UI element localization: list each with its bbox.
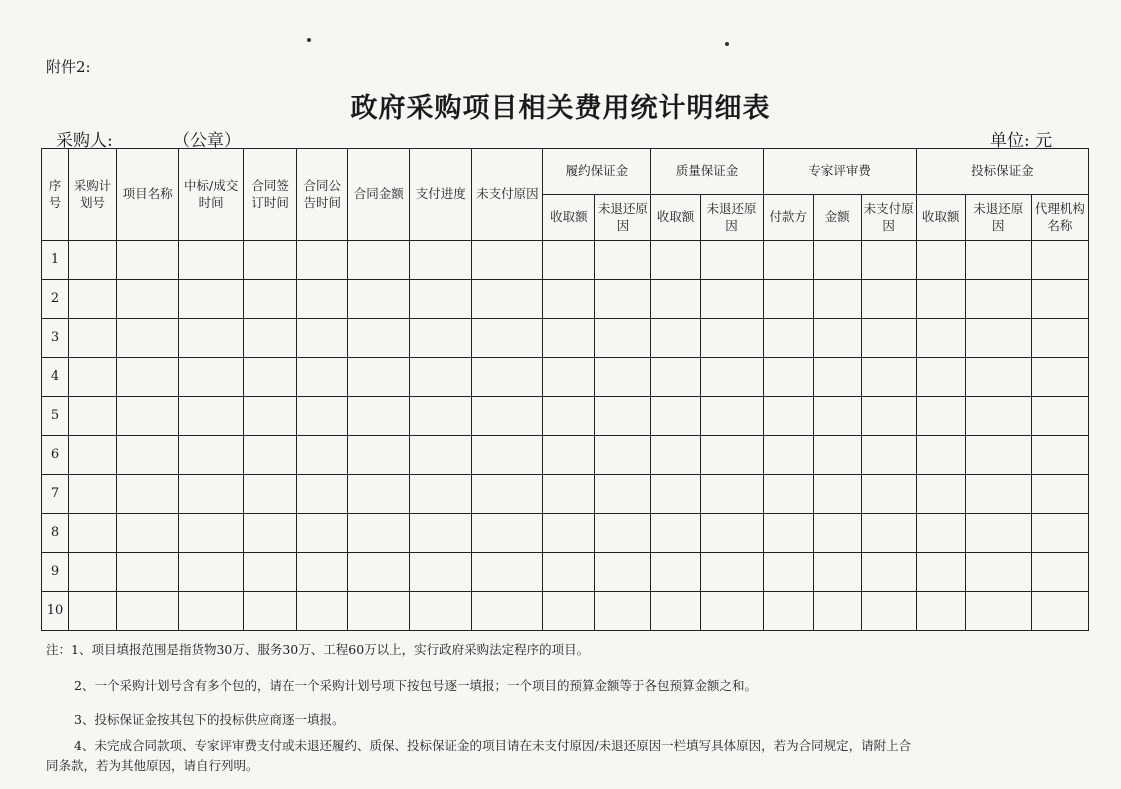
group-header-performance-deposit: 履约保证金 (543, 149, 651, 195)
table-cell (1031, 475, 1088, 514)
table-cell (813, 319, 861, 358)
table-cell (348, 280, 410, 319)
table-cell (763, 553, 813, 592)
table-cell (700, 553, 763, 592)
table-cell (348, 514, 410, 553)
table-cell (543, 280, 595, 319)
table-cell (1031, 553, 1088, 592)
table-cell (965, 280, 1031, 319)
table-cell (916, 319, 965, 358)
row-number: 8 (42, 514, 69, 553)
table-cell (410, 241, 472, 280)
table-cell (651, 358, 700, 397)
row-number: 2 (42, 280, 69, 319)
note-4 (46, 736, 1004, 776)
table-row (42, 475, 1089, 514)
note-4-line-2: 同条款，若为其他原因，请自行列明。 (46, 758, 259, 773)
table-cell (472, 280, 543, 319)
note-1: 注：1、项目填报范围是指货物30万、服务30万、工程60万以上，实行政府采购法定程序的项目。 (46, 642, 590, 657)
table-cell (700, 241, 763, 280)
table-cell (117, 319, 179, 358)
row-number: 4 (42, 358, 69, 397)
table-cell (916, 436, 965, 475)
table-cell (595, 475, 651, 514)
table-cell (700, 592, 763, 631)
table-cell (916, 514, 965, 553)
table-row (42, 241, 1089, 280)
note-2: 2、一个采购计划号含有多个包的，请在一个采购计划号项下按包号逐一填报；一个项目的预算金额等于各包预算金额之和。 (74, 678, 757, 693)
table-cell (543, 475, 595, 514)
table-cell (595, 592, 651, 631)
table-cell (965, 241, 1031, 280)
table-cell (410, 592, 472, 631)
table-cell (297, 241, 348, 280)
col-header-award-time: 中标/成交时间 (179, 149, 244, 241)
table-cell (297, 592, 348, 631)
row-number: 5 (42, 397, 69, 436)
group-header-expert-fee: 专家评审费 (763, 149, 916, 195)
table-cell (763, 241, 813, 280)
table-cell (69, 514, 117, 553)
header-row-group (42, 149, 1089, 195)
table-cell (297, 436, 348, 475)
table-cell (595, 553, 651, 592)
table-cell (179, 319, 244, 358)
table-cell (543, 241, 595, 280)
table-cell (543, 514, 595, 553)
table-cell (297, 514, 348, 553)
table-cell (297, 553, 348, 592)
table-cell (179, 241, 244, 280)
table-cell (69, 592, 117, 631)
purchaser-label: 采购人: (56, 131, 113, 151)
page-title: 政府采购项目相关费用统计明细表 (350, 93, 771, 124)
table-cell (916, 397, 965, 436)
row-number: 6 (42, 436, 69, 475)
table-cell (69, 475, 117, 514)
table-cell (813, 280, 861, 319)
table-cell (1031, 280, 1088, 319)
attachment-label: 附件2: (46, 58, 91, 76)
table-cell (472, 397, 543, 436)
table-cell (595, 241, 651, 280)
table-row (42, 436, 1089, 475)
table-cell (965, 475, 1031, 514)
table-cell (244, 241, 297, 280)
table-cell (69, 319, 117, 358)
table-cell (813, 553, 861, 592)
table-cell (651, 436, 700, 475)
note-3: 3、投标保证金按其包下的投标供应商逐一填报。 (74, 712, 345, 727)
table-cell (1031, 358, 1088, 397)
table-cell (763, 319, 813, 358)
table-cell (651, 319, 700, 358)
table-row (42, 514, 1089, 553)
table-cell (543, 397, 595, 436)
table-row (42, 592, 1089, 631)
table-cell (1031, 319, 1088, 358)
col-header-contract-amount: 合同金额 (348, 149, 410, 241)
table-cell (595, 514, 651, 553)
table-cell (297, 319, 348, 358)
col-header-project-name: 项目名称 (117, 149, 179, 241)
table-cell (297, 397, 348, 436)
table-cell (69, 280, 117, 319)
table-cell (651, 514, 700, 553)
table-cell (410, 553, 472, 592)
table-cell (763, 475, 813, 514)
table-cell (861, 514, 916, 553)
table-body (42, 241, 1089, 631)
table-cell (69, 358, 117, 397)
table-cell (861, 358, 916, 397)
table-cell (117, 475, 179, 514)
table-cell (410, 358, 472, 397)
table-cell (813, 241, 861, 280)
table-cell (1031, 592, 1088, 631)
table-cell (472, 241, 543, 280)
table-cell (348, 358, 410, 397)
table-cell (861, 397, 916, 436)
table-cell (861, 319, 916, 358)
table-cell (69, 436, 117, 475)
table-cell (348, 241, 410, 280)
table-cell (543, 553, 595, 592)
table-cell (763, 436, 813, 475)
table-cell (117, 241, 179, 280)
table-cell (700, 436, 763, 475)
row-number: 10 (42, 592, 69, 631)
table-cell (861, 475, 916, 514)
table-cell (244, 358, 297, 397)
table-cell (700, 514, 763, 553)
table-cell (244, 280, 297, 319)
table-cell (651, 553, 700, 592)
scan-speck (307, 38, 311, 42)
table-cell (700, 319, 763, 358)
subcol-perf-unreturned-reason: 未退还原因 (595, 195, 651, 241)
table-cell (244, 397, 297, 436)
table-cell (69, 241, 117, 280)
seal-label: （公章） (173, 131, 241, 151)
table-cell (763, 592, 813, 631)
table-cell (1031, 241, 1088, 280)
table-cell (543, 358, 595, 397)
table-cell (348, 397, 410, 436)
table-cell (861, 241, 916, 280)
table-cell (763, 280, 813, 319)
table-cell (543, 319, 595, 358)
table-cell (700, 358, 763, 397)
group-header-quality-deposit: 质量保证金 (651, 149, 763, 195)
table-cell (179, 592, 244, 631)
table-cell (410, 319, 472, 358)
table-cell (861, 592, 916, 631)
table-cell (916, 280, 965, 319)
table-row (42, 553, 1089, 592)
table-cell (543, 436, 595, 475)
table-cell (472, 553, 543, 592)
subcol-bid-unreturned-reason: 未退还原因 (965, 195, 1031, 241)
table-cell (410, 514, 472, 553)
table-cell (69, 553, 117, 592)
table-cell (179, 436, 244, 475)
table-cell (595, 436, 651, 475)
col-header-seq: 序号 (42, 149, 69, 241)
table-cell (410, 397, 472, 436)
table-cell (244, 436, 297, 475)
table-cell (965, 319, 1031, 358)
subcol-bid-agency-name: 代理机构名称 (1031, 195, 1088, 241)
table-cell (179, 280, 244, 319)
table-cell (117, 514, 179, 553)
table-cell (813, 358, 861, 397)
table-cell (861, 436, 916, 475)
table-cell (472, 358, 543, 397)
group-header-bid-deposit: 投标保证金 (916, 149, 1088, 195)
table-cell (965, 514, 1031, 553)
table-cell (651, 280, 700, 319)
table-cell (916, 553, 965, 592)
row-number: 1 (42, 241, 69, 280)
table-cell (1031, 436, 1088, 475)
table-cell (410, 436, 472, 475)
subcol-qual-received: 收取额 (651, 195, 700, 241)
table-cell (297, 358, 348, 397)
table-cell (472, 436, 543, 475)
table-cell (410, 475, 472, 514)
table-cell (472, 592, 543, 631)
table-cell (297, 280, 348, 319)
table-cell (244, 592, 297, 631)
col-header-payment-progress: 支付进度 (410, 149, 472, 241)
table-cell (117, 280, 179, 319)
table-cell (651, 475, 700, 514)
subcol-expert-amount: 金额 (813, 195, 861, 241)
table-cell (763, 514, 813, 553)
table-cell (916, 475, 965, 514)
table-cell (348, 319, 410, 358)
table-cell (965, 436, 1031, 475)
table-cell (813, 592, 861, 631)
table-cell (179, 553, 244, 592)
table-row (42, 397, 1089, 436)
table-cell (1031, 397, 1088, 436)
table-cell (179, 397, 244, 436)
subcol-bid-received: 收取额 (916, 195, 965, 241)
table-cell (244, 475, 297, 514)
table-cell (916, 592, 965, 631)
row-number: 7 (42, 475, 69, 514)
table-cell (651, 592, 700, 631)
table-cell (410, 280, 472, 319)
table-cell (69, 397, 117, 436)
table-cell (965, 397, 1031, 436)
table-cell (965, 358, 1031, 397)
unit-label: 单位: 元 (990, 131, 1053, 151)
col-header-contract-sign-time: 合同签订时间 (244, 149, 297, 241)
table-cell (651, 397, 700, 436)
col-header-contract-publish-time: 合同公告时间 (297, 149, 348, 241)
table-cell (348, 436, 410, 475)
subcol-perf-received: 收取额 (543, 195, 595, 241)
table-cell (117, 592, 179, 631)
table-cell (595, 358, 651, 397)
table-cell (179, 358, 244, 397)
table-cell (965, 592, 1031, 631)
scan-speck (725, 42, 729, 46)
table-cell (472, 319, 543, 358)
table-cell (595, 280, 651, 319)
table-row (42, 280, 1089, 319)
table-cell (763, 397, 813, 436)
table-cell (179, 514, 244, 553)
table-cell (813, 397, 861, 436)
table-cell (916, 241, 965, 280)
expense-table (41, 148, 1089, 631)
table-cell (595, 319, 651, 358)
table-cell (813, 436, 861, 475)
table-cell (813, 475, 861, 514)
subcol-qual-unreturned-reason: 未退还原因 (700, 195, 763, 241)
table-cell (595, 397, 651, 436)
table-cell (117, 397, 179, 436)
table-cell (916, 358, 965, 397)
table-row (42, 319, 1089, 358)
table-cell (1031, 514, 1088, 553)
table-row (42, 358, 1089, 397)
table-cell (700, 397, 763, 436)
row-number: 3 (42, 319, 69, 358)
table-cell (117, 553, 179, 592)
col-header-plan-no: 采购计划号 (69, 149, 117, 241)
table-cell (348, 592, 410, 631)
table-cell (813, 514, 861, 553)
table-cell (861, 280, 916, 319)
table-cell (297, 475, 348, 514)
table-cell (700, 280, 763, 319)
table-cell (244, 514, 297, 553)
table-cell (348, 553, 410, 592)
table-cell (244, 553, 297, 592)
table-cell (244, 319, 297, 358)
col-header-unpaid-reason: 未支付原因 (472, 149, 543, 241)
table-cell (472, 475, 543, 514)
table-cell (348, 475, 410, 514)
note-4-line-1: 4、未完成合同款项、专家评审费支付或未退还履约、质保、投标保证金的项目请在未支付原因/未退还原因一栏填写具体原因，若为合同规定，请附上合 (74, 738, 912, 753)
table-cell (117, 436, 179, 475)
table-cell (700, 475, 763, 514)
subcol-expert-payer: 付款方 (763, 195, 813, 241)
table-cell (179, 475, 244, 514)
table-cell (861, 553, 916, 592)
table-cell (651, 241, 700, 280)
row-number: 9 (42, 553, 69, 592)
table-cell (543, 592, 595, 631)
table-cell (965, 553, 1031, 592)
table-cell (472, 514, 543, 553)
table-cell (763, 358, 813, 397)
subcol-expert-unpaid-reason: 未支付原因 (861, 195, 916, 241)
table-cell (117, 358, 179, 397)
